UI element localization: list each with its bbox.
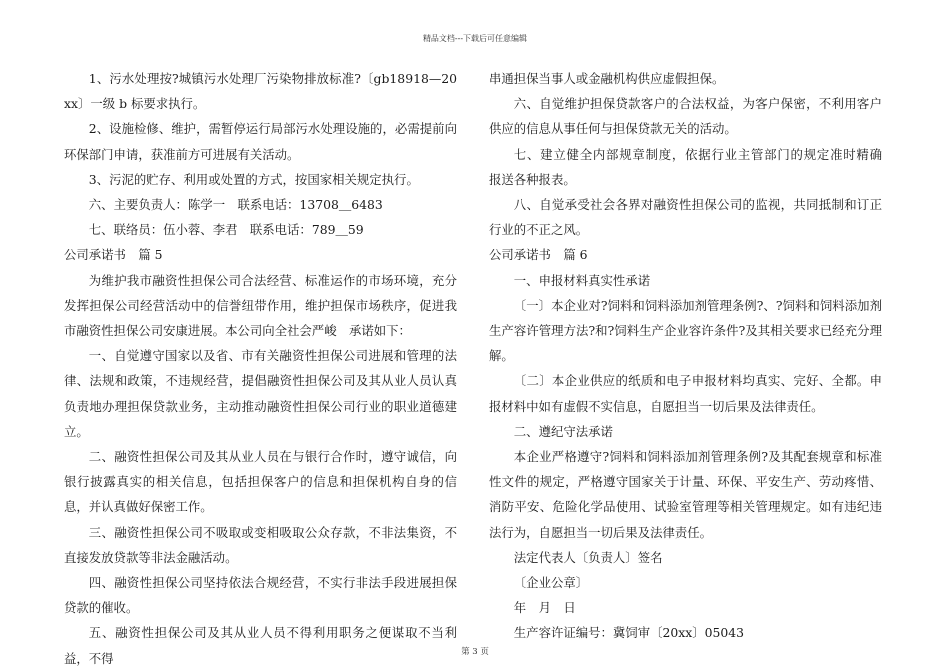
section-title: 公司承诺书 篇 5 [64,247,163,263]
paragraph: 五、融资性担保公司及其从业人员不得利用职务之便谋取不当利益，不得 [64,625,457,666]
seal-line: 〔企业公章〕 [513,575,589,591]
paragraph: 2、设施检修、维护，需暂停运行局部污水处理设施的，必需提前向环保部门申请，获准前方可进展有关活动。 [64,121,457,162]
paragraph: 1、污水处理按?城镇污水处理厂污染物排放标准?〔gb18918—20xx〕一级 b 标要求执行。 [64,71,457,112]
date-line: 年 月 日 [513,600,576,616]
paragraph: 一、自觉遵守国家以及省、市有关融资性担保公司进展和管理的法律、法规和政策，不违规经营，提倡融资性担保公司及其从业人员认真负责地办理担保贷款业务，主动推动融资性担保公司行业的职业道德建立。 [64,348,457,439]
paragraph: 六、主要负责人：陈学一 联系电话：13708＿6483 [88,197,383,213]
paragraph: 四、融资性担保公司坚持依法合规经营，不实行非法手段进展担保贷款的催收。 [64,575,457,616]
paragraph: 〔二〕本企业供应的纸质和电子申报材料均真实、完好、全都。申报材料中如有虚假不实信息，自愿担当一切后果及法律责任。 [489,373,882,414]
paragraph: 七、联络员：伍小蓉、李君 联系电话：789＿59 [88,222,364,238]
left-column [64,66,457,671]
section-title: 公司承诺书 篇 6 [489,247,588,263]
page-number: 第 3 页 [461,647,489,657]
paragraph: 三、融资性担保公司不吸取或变相吸取公众存款，不非法集资，不直接发放贷款等非法金融活动。 [64,524,457,565]
paragraph: 〔一〕本企业对?饲料和饲料添加剂管理条例?、?饲料和饲料添加剂生产容许管理方法?和?饲料生产企业容许条件?及其相关要求已经充分理解。 [489,297,882,364]
paragraph: 二、融资性担保公司及其从业人员在与银行合作时，遵守诚信，向银行披露真实的相关信息，包括担保客户的信息和担保机构自身的信息，并认真做好保密工作。 [64,449,457,515]
paragraph: 串通担保当事人或金融机构供应虚假担保。 [489,71,725,86]
page-header: 精品文档---下载后可任意编辑 [422,34,528,43]
right-column [489,66,920,646]
paragraph: 八、自觉承受社会各界对融资性担保公司的监视，共同抵制和订正行业的不正之风。 [489,197,882,238]
paragraph: 3、污泥的贮存、利用或处置的方式，按国家相关规定执行。 [88,171,419,187]
paragraph: 为维护我市融资性担保公司合法经营、标准运作的市场环境，充分发挥担保公司经营活动中的信誉纽带作用，维护担保市场秩序，促进我市融资性担保公司安康进展。本公司向全社会严峻 承诺如下： [64,272,457,339]
paragraph: 六、自觉维护担保贷款客户的合法权益，为客户保密，不利用客户供应的信息从事任何与担保贷款无关的活动。 [489,96,882,137]
paragraph: 一、申报材料真实性承诺 [513,272,651,288]
signature-line: 法定代表人〔负责人〕签名 [513,549,663,565]
license-number: 生产容许证编号：冀饲审〔20xx〕05043 [513,625,745,641]
paragraph: 二、遵纪守法承诺 [513,423,613,439]
paragraph: 本企业严格遵守?饲料和饲料添加剂管理条例?及其配套规章和标准性文件的规定，严格遵守国家关于计量、环保、平安生产、劳动疼惜、消防平安、危险化学品使用、试验室管理等相关管理规定。如有违纪违法行为，自愿担当一切后果及法律责任。 [489,449,882,540]
paragraph: 七、建立健全内部规章制度，依据行业主管部门的规定准时精确 报送各种报表。 [489,146,920,187]
